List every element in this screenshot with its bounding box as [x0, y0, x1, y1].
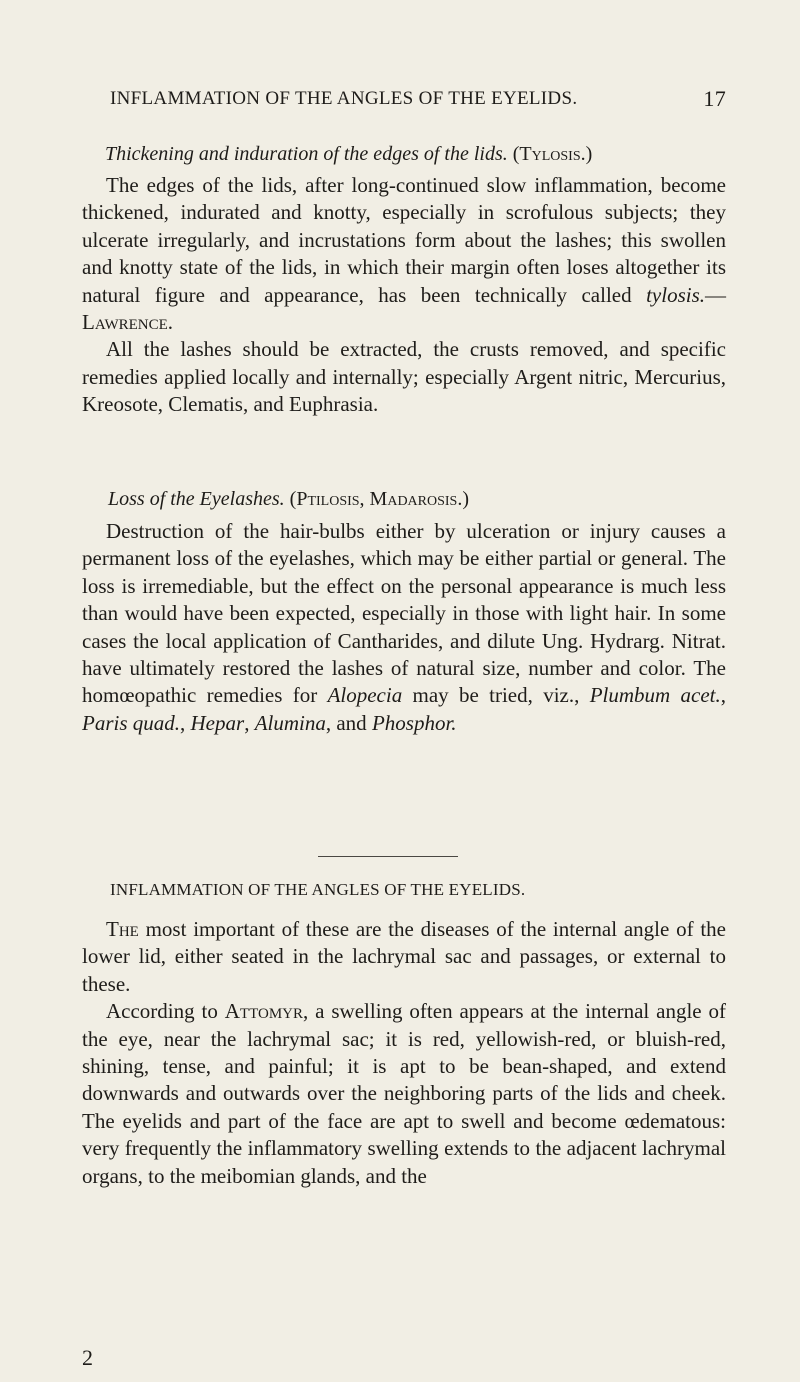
- remedy-alopecia: Alopecia: [327, 683, 403, 708]
- section-paragraph-2-lead: According to: [106, 999, 225, 1024]
- tylosis-heading-term: (Tylosis.): [512, 143, 593, 165]
- remedy-alumina: Alumina: [254, 710, 326, 735]
- tylosis-heading-title: Thickening and induration of the edges of the lids.: [105, 143, 508, 165]
- ptilosis-paragraph-mid: may be tried, viz.,: [402, 683, 590, 708]
- remedy-plumbum: Plumbum acet.: [589, 683, 721, 708]
- section-paragraph-1-lead: The: [106, 917, 139, 941]
- tylosis-term: tylosis.: [646, 282, 705, 307]
- ptilosis-paragraph: [82, 518, 726, 737]
- ptilosis-separator-2: ,: [180, 710, 191, 735]
- remedy-hepar: Hepar: [190, 710, 245, 735]
- ptilosis-separator-3: ,: [244, 710, 255, 735]
- section-divider-rule: [318, 856, 458, 857]
- tylosis-dash: —: [705, 282, 726, 307]
- signature-mark: 2: [82, 1345, 93, 1370]
- ptilosis-separator-4: , and: [325, 710, 372, 735]
- ptilosis-separator-1: ,: [720, 683, 726, 708]
- section-author: Attomyr: [224, 999, 303, 1024]
- section-paragraph-1: [82, 916, 726, 998]
- running-head: [110, 88, 726, 112]
- tylosis-body: [82, 172, 726, 419]
- ptilosis-body: [82, 518, 726, 737]
- section-paragraph-2-text: , a swelling often appears at the internal angle of the eye, near the lachrymal sac; it is red, yellowish-red, or bluish-red, shining, tense, and painful; it is apt to be bean-shaped, and extend downwards and outwards over the neighboring parts of the lids and cheek. The eyelids and part of the face are apt to swell and become œdematous: very frequently the inflammatory swelling extends to the adjacent lachrymal organs, to the meibomian glands, and the: [82, 999, 726, 1188]
- tylosis-heading: [105, 143, 592, 166]
- running-head-title: INFLAMMATION OF THE ANGLES OF THE EYELIDS.: [110, 88, 578, 109]
- page-number: 17: [703, 86, 726, 111]
- tylosis-paragraph-1: [82, 172, 726, 336]
- ptilosis-heading-title: Loss of the Eyelashes.: [108, 488, 285, 510]
- ptilosis-heading-term: (Ptilosis, Madarosis.): [289, 488, 470, 510]
- remedy-phosphor: Phosphor.: [371, 710, 457, 735]
- ptilosis-heading: [108, 488, 469, 511]
- remedy-paris: Paris quad.: [82, 710, 181, 735]
- section-paragraph-1-text: most important of these are the diseases of the internal angle of the lower lid, either seated in the lachrymal sac and passages, or external to these.: [82, 917, 726, 996]
- tylosis-author: Lawrence.: [82, 310, 174, 335]
- section-body: [82, 916, 726, 1190]
- ptilosis-paragraph-text: Destruction of the hair-bulbs either by ulceration or injury causes a permanent loss of the eyelashes, which may be either partial or general. The loss is irremediable, but the effect on the personal appearance is much less than would have been expected, especially in those with light hair. In some cases the local application of Cantharides, and dilute Ung. Hydrarg. Nitrat. have ultimately restored the lashes of natural size, number and color. The homœopathic remedies for: [82, 519, 726, 708]
- section-paragraph-2: [82, 998, 726, 1190]
- section-heading: INFLAMMATION OF THE ANGLES OF THE EYELIDS.: [110, 880, 526, 899]
- tylosis-paragraph-1-text: The edges of the lids, after long-continued slow inflammation, become thickened, indurated and knotty, especially in scrofulous subjects; they ulcerate irregularly, and incrustations form about the lashes; this swollen and knotty state of the lids, in which their margin often loses altogether its natural figure and appearance, has been technically called: [82, 173, 726, 307]
- tylosis-paragraph-2: All the lashes should be extracted, the crusts removed, and specific remedies applied locally and internally; especially Argent nitric, Mercurius, Kreosote, Clematis, and Euphrasia.: [82, 337, 726, 417]
